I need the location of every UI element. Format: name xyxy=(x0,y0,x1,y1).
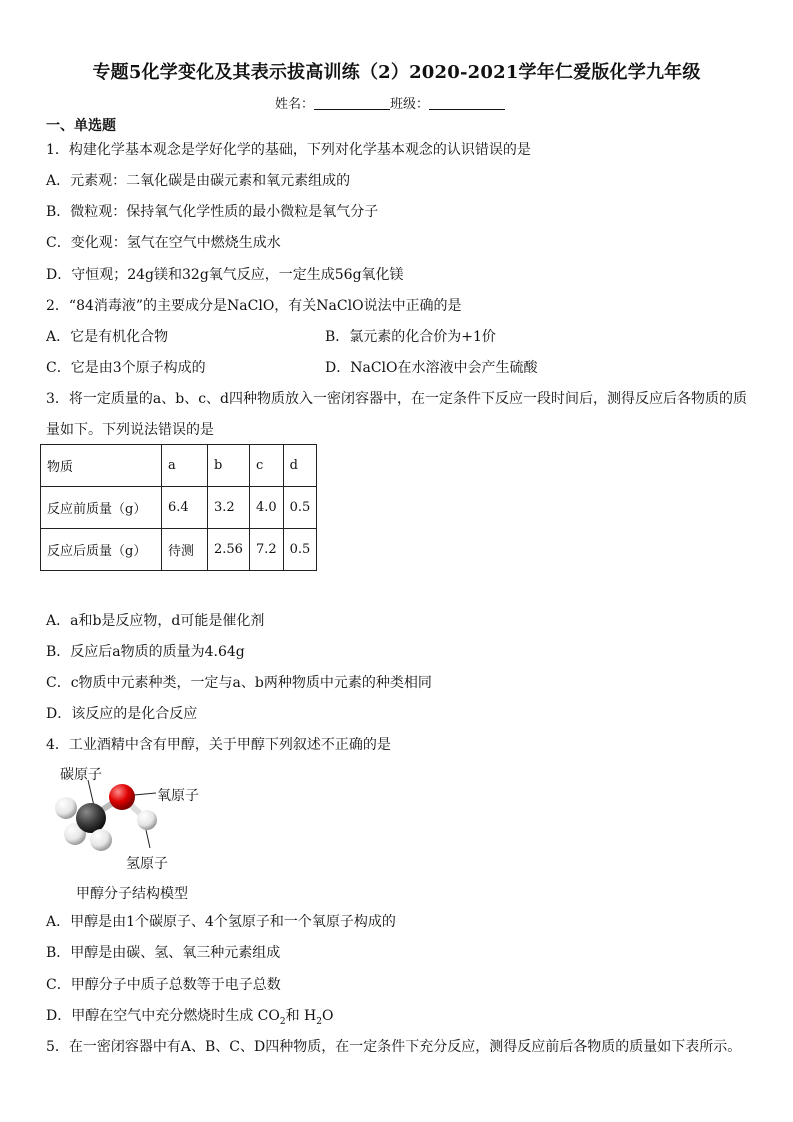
table-header-cell: c xyxy=(249,445,283,487)
carbon-atom xyxy=(76,803,106,833)
page-title: 专题5化学变化及其表示拔高训练（2）2020-2021学年仁爱版化学九年级 xyxy=(92,62,701,83)
q1-option-a: A．元素观：二氧化碳是由碳元素和氧元素组成的 xyxy=(46,173,351,189)
q3-stem-line2: 量如下。下列说法错误的是 xyxy=(46,422,214,438)
q4-option-d-prefix: D．甲醇在空气中充分燃烧时生成 CO xyxy=(46,1008,280,1024)
oxygen-atom xyxy=(109,784,135,810)
q4-option-b: B．甲醇是由碳、氢、氧三种元素组成 xyxy=(46,945,281,961)
q3-option-c: C．c物质中元素种类，一定与a、b两种物质中元素的种类相同 xyxy=(46,675,432,691)
hydrogen-atom-label: 氢原子 xyxy=(126,856,168,872)
q3-mass-table xyxy=(40,444,317,571)
table-cell: 待测 xyxy=(162,529,208,571)
table-cell: 7.2 xyxy=(249,529,283,571)
name-label: 姓名： xyxy=(275,97,315,112)
q4-option-c: C．甲醇分子中质子总数等于电子总数 xyxy=(46,977,281,993)
q2-option-d: D．NaClO在水溶液中会产生硫酸 xyxy=(325,360,538,376)
table-header-row xyxy=(41,445,317,487)
table-row xyxy=(41,487,317,529)
q3-option-a: A．a和b是反应物，d可能是催化剂 xyxy=(46,613,265,629)
q5-stem: 5．在一密闭容器中有A、B、C、D四种物质，在一定条件下充分反应，测得反应前后各物质的质量如下表所示。 xyxy=(46,1039,742,1055)
q3-option-d: D．该反应的是化合反应 xyxy=(46,706,198,722)
table-cell: 4.0 xyxy=(249,487,283,529)
q4-stem: 4．工业酒精中含有甲醇，关于甲醇下列叙述不正确的是 xyxy=(46,737,391,753)
q1-option-c: C．变化观：氢气在空气中燃烧生成水 xyxy=(46,235,281,251)
q2-stem: 2．“84消毒液”的主要成分是NaClO，有关NaClO说法中正确的是 xyxy=(46,298,462,314)
table-cell: 2.56 xyxy=(208,529,250,571)
table-cell: 反应前质量（g） xyxy=(41,487,162,529)
q4-option-d xyxy=(46,1005,334,1027)
table-header-cell: a xyxy=(162,445,208,487)
q2-option-a: A．它是有机化合物 xyxy=(46,329,169,345)
q2-option-b: B．氯元素的化合价为+1价 xyxy=(325,329,496,345)
table-row xyxy=(41,529,317,571)
table-header-cell: d xyxy=(283,445,317,487)
q1-option-b: B．微粒观：保持氧气化学性质的最小微粒是氧气分子 xyxy=(46,204,379,220)
table-cell: 3.2 xyxy=(208,487,250,529)
q3-option-b: B．反应后a物质的质量为4.64g xyxy=(46,644,245,660)
q1-option-d: D．守恒观；24g镁和32g氧气反应，一定生成56g氧化镁 xyxy=(46,267,404,283)
methanol-molecule-model xyxy=(46,760,216,880)
subscript: 2 xyxy=(316,1016,323,1027)
q2-option-c: C．它是由3个原子构成的 xyxy=(46,360,206,376)
q4-option-a: A．甲醇是由1个碳原子、4个氢原子和一个氧原子构成的 xyxy=(46,914,396,930)
table-header-cell: 物质 xyxy=(41,445,162,487)
subscript: 2 xyxy=(279,1016,286,1027)
oxygen-leader-line xyxy=(134,793,156,795)
hydrogen-atom xyxy=(137,810,157,830)
table-cell: 0.5 xyxy=(283,529,317,571)
carbon-leader-line xyxy=(88,780,94,806)
q3-stem-line1: 3．将一定质量的a、b、c、d四种物质放入一密闭容器中，在一定条件下反应一段时间后，测得反应后各物质的质 xyxy=(46,391,748,407)
hydrogen-atom xyxy=(55,797,77,819)
table-header-cell: b xyxy=(208,445,250,487)
table-cell: 6.4 xyxy=(162,487,208,529)
q4-option-d-suffix: O xyxy=(322,1008,334,1024)
class-label: 班级： xyxy=(390,97,430,112)
hydrogen-atom xyxy=(90,829,112,851)
q4-option-d-mid: 和 H xyxy=(285,1008,317,1024)
molecule-caption: 甲醇分子结构模型 xyxy=(76,886,188,902)
table-cell: 0.5 xyxy=(283,487,317,529)
name-blank xyxy=(314,97,390,110)
section-heading: 一、单选题 xyxy=(46,118,116,134)
oxygen-atom-label: 氧原子 xyxy=(157,788,199,804)
q1-stem: 1．构建化学基本观念是学好化学的基础，下列对化学基本观念的认识错误的是 xyxy=(46,142,531,158)
carbon-atom-label: 碳原子 xyxy=(60,767,102,783)
name-class-row xyxy=(275,93,505,112)
class-blank xyxy=(429,97,505,110)
hydrogen-leader-line xyxy=(146,830,150,848)
table-cell: 反应后质量（g） xyxy=(41,529,162,571)
